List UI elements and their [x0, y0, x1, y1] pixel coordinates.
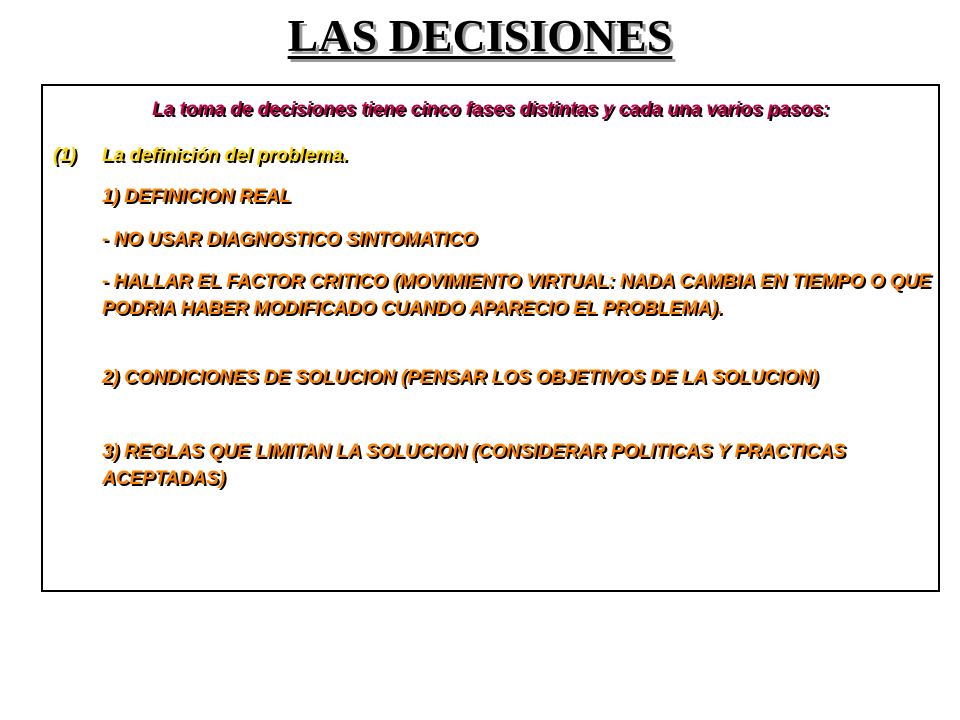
step-definicion-real: 1) DEFINICION REAL — [102, 186, 291, 207]
phase-number: (1) — [53, 145, 77, 166]
slide-title: LAS DECISIONES — [287, 10, 673, 61]
intro-text: La toma de decisiones tiene cinco fases distintas y cada una varios pasos: — [152, 99, 829, 120]
content-box — [41, 84, 940, 592]
step-reglas-limitan: 3) REGLAS QUE LIMITAN LA SOLUCION (CONSIDERAR POLITICAS Y PRACTICAS ACEPTADAS) — [102, 441, 846, 489]
step-condiciones-solucion: 2) CONDICIONES DE SOLUCION (PENSAR LOS OBJETIVOS DE LA SOLUCION) — [102, 367, 819, 388]
step-no-diagnostico: - NO USAR DIAGNOSTICO SINTOMATICO — [102, 229, 478, 250]
phase-label: La definición del problema. — [102, 145, 348, 166]
step-factor-critico: - HALLAR EL FACTOR CRITICO (MOVIMIENTO VIRTUAL: NADA CAMBIA EN TIEMPO O QUE PODRIA HABER MODIFICADO CUANDO APARECIO EL PROBLEMA). — [102, 271, 931, 319]
